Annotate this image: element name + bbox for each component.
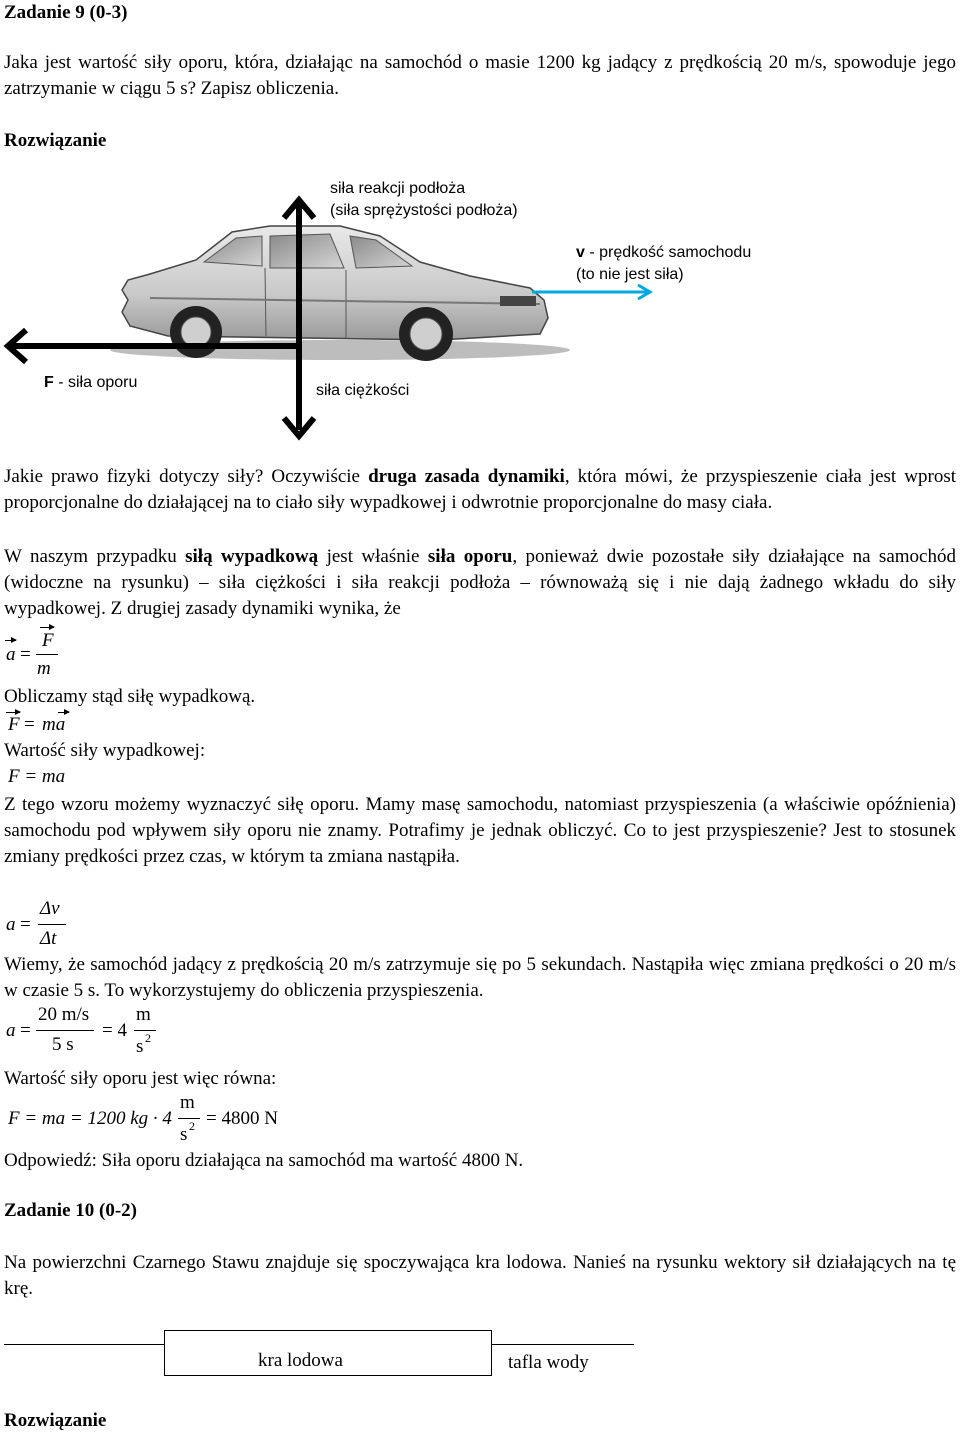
eq4-numerator: 20 m/s	[38, 1004, 90, 1025]
reaction-label-line1: siła reakcji podłoża	[330, 180, 466, 197]
task10-question: Na powierzchni Czarnego Stawu znajduje się spoczywająca kra lodowa. Nanieś na rysunku wektory sił działających na tę krę.	[4, 1252, 956, 1299]
eq3-dt: Δt	[40, 928, 57, 949]
p2-text-c: jest właśnie	[318, 546, 428, 567]
eq5-lhs: F = ma = 1200 kg · 4	[8, 1108, 172, 1129]
eq1-equals: =	[20, 644, 31, 665]
drag-force-label	[44, 374, 137, 392]
eq3-dv: Δv	[40, 898, 60, 919]
fraction-bar	[36, 1030, 94, 1031]
eq4-unit-m: m	[136, 1004, 151, 1025]
eq5-unit-exp: 2	[189, 1119, 195, 1133]
eq4-a: a	[6, 1020, 16, 1041]
line-resultant-value: Wartość siły wypadkowej:	[4, 740, 206, 761]
eq4-result: = 4	[102, 1020, 127, 1041]
p2-bold-drag: siła oporu	[427, 546, 513, 567]
paragraph-acceleration: Z tego wzoru możemy wyznaczyć siłę oporu. Mamy masę samochodu, natomiast przyspieszenia (a właściwie opóźnienia) samochodu pod wpływem siły oporu nie znamy. Potrafimy je jednak obliczyć. Co to jest przyspieszenie? Jest to stosunek zmiany prędkości przez czas, w którym ta zmiana nastąpiła.	[4, 794, 956, 867]
drag-symbol: F	[44, 374, 54, 391]
eq2-equals: =	[24, 714, 35, 735]
answer-line: Odpowiedź: Siła oporu działająca na samochód ma wartość 4800 N.	[4, 1150, 524, 1171]
eq1-F: F	[42, 630, 54, 651]
line-compute-resultant: Obliczamy stąd siłę wypadkową.	[4, 686, 256, 707]
eq1-m: m	[37, 658, 51, 679]
eq4-denominator: 5 s	[52, 1034, 74, 1055]
fraction-bar	[36, 654, 58, 655]
fraction-bar	[38, 924, 66, 925]
paragraph-resultant	[4, 544, 956, 622]
reaction-force-label	[330, 178, 518, 222]
task9-question: Jaka jest wartość siły oporu, która, działając na samochód o masie 1200 kg jadący z prędkością 20 m/s, spowoduje jego zatrzymanie w ciągu 5 s? Zapisz obliczenia.	[4, 52, 956, 99]
vector-arrow	[6, 712, 20, 713]
water-surface-label: tafla wody	[508, 1352, 589, 1373]
p2-text-a: W naszym przypadku	[4, 546, 186, 567]
vector-arrow	[5, 640, 16, 641]
gravity-force-label: siła ciężkości	[316, 382, 410, 399]
ice-floe-label: kra lodowa	[258, 1350, 343, 1371]
paragraph-known-values: Wiemy, że samochód jadący z prędkością 20 m/s zatrzymuje się po 5 sekundach. Nastąpiła więc zmiana prędkości o 20 m/s w czasie 5 s. To wykorzystujemy do obliczenia przyspieszenia.	[4, 954, 956, 1001]
p1-text-a: Jakie prawo fizyki dotyczy siły? Oczywiście	[4, 466, 369, 487]
velocity-arrow	[532, 285, 650, 299]
eq4-unit-exp: 2	[145, 1031, 151, 1045]
task9-solution-label: Rozwiązanie	[4, 130, 107, 151]
eq2-ma: ma	[42, 714, 66, 735]
eq5-rhs: = 4800 N	[206, 1108, 278, 1129]
eq3-equals: =	[20, 914, 31, 935]
eq4-unit-s: s	[136, 1036, 144, 1057]
eq5-unit-s: s	[180, 1124, 188, 1145]
p1-text-c: , która mówi, że przyspieszenie ciała jest wprost proporcjonalne do działającej na to ciało siły wypadkowej i odwrotnie proporcjonalne do masy ciała.	[4, 466, 956, 513]
paragraph-law	[4, 464, 956, 516]
drag-desc: - siła oporu	[53, 374, 138, 391]
car-illustration	[110, 226, 570, 361]
p2-bold-resultant: siłą wypadkową	[185, 546, 319, 567]
velocity-desc: - prędkość samochodu	[584, 244, 752, 261]
eq4-equals: =	[20, 1020, 31, 1041]
eq1-a: a	[6, 644, 16, 665]
velocity-label	[576, 242, 751, 286]
task9-heading: Zadanie 9 (0-3)	[4, 2, 128, 23]
eq3-a: a	[6, 914, 16, 935]
eq5-unit-m: m	[180, 1092, 195, 1113]
line-drag-value: Wartość siły oporu jest więc równa:	[4, 1068, 277, 1089]
velocity-label-line2: (to nie jest siła)	[576, 266, 684, 283]
task10-solution-label: Rozwiązanie	[4, 1410, 107, 1431]
velocity-symbol: v	[576, 244, 585, 261]
eq2-F: F	[8, 714, 20, 735]
task10-heading: Zadanie 10 (0-2)	[4, 1200, 137, 1221]
p2-text-e: , ponieważ dwie pozostałe siły działające na samochód (widoczne na rysunku) – siła ciężkości i siła reakcji podłoża – równoważą się i nie dają żadnego wkładu do siły wypadkowej. Z drugiej zasady dynamiki wynika, że	[4, 546, 956, 619]
equation-f-equals-ma: F = ma	[8, 766, 66, 787]
reaction-label-line2: (siła sprężystości podłoża)	[330, 202, 518, 219]
velocity-label-line1	[576, 242, 751, 264]
vector-arrow	[40, 627, 54, 628]
p1-bold: druga zasada dynamiki	[368, 466, 565, 487]
vector-arrow	[58, 712, 69, 713]
